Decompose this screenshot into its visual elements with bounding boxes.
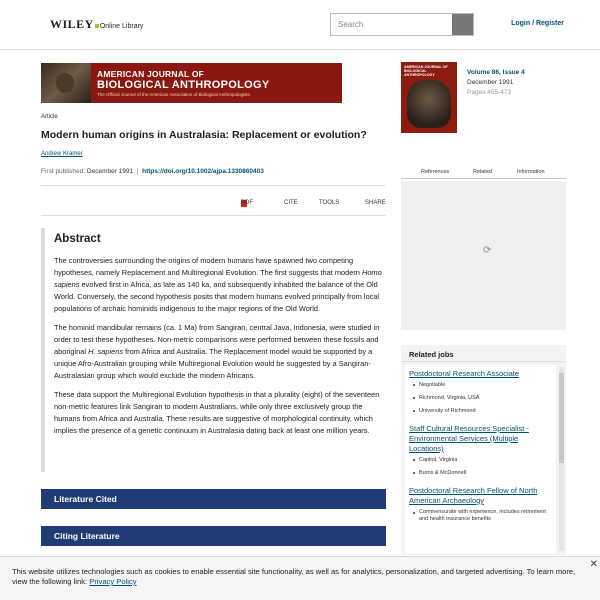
banner-line3: The Official Journal of the American Association of Biological Anthropologists bbox=[97, 91, 250, 97]
job-detail: Commensurate with experience, includes retirement and health insurance benefits bbox=[409, 506, 552, 525]
abstract-section bbox=[41, 228, 386, 472]
published-date: December 1991 bbox=[86, 168, 134, 175]
journal-cover[interactable] bbox=[401, 62, 457, 133]
author-link[interactable]: Andrew Kramer bbox=[41, 151, 83, 157]
issue-date: December 1991 bbox=[467, 79, 514, 86]
separator: | bbox=[136, 168, 139, 175]
loading-spinner-icon: ⟳ bbox=[483, 245, 492, 256]
brand-subtitle: Online Library bbox=[99, 23, 144, 30]
banner-image bbox=[41, 63, 91, 103]
publication-line bbox=[41, 168, 264, 175]
list-item bbox=[409, 369, 552, 418]
job-detail: Burns & McDonnell bbox=[409, 467, 552, 480]
article-title: Modern human origins in Australasia: Replacement or evolution? bbox=[41, 129, 367, 141]
jobs-scrollbar[interactable] bbox=[559, 367, 564, 551]
divider bbox=[41, 185, 386, 186]
banner-line1: AMERICAN JOURNAL OF bbox=[97, 68, 205, 79]
related-jobs-title: Related jobs bbox=[401, 345, 566, 362]
abstract-title: Abstract bbox=[54, 233, 101, 245]
wiley-logo[interactable] bbox=[50, 17, 143, 32]
literature-cited-section[interactable]: Literature Cited bbox=[41, 489, 386, 509]
abstract-paragraph-1: The controversies surrounding the origins of modern humans have spawned two competing hypotheses, namely Replacement and Multiregional Evolution. The first suggests that modern Homo sapiens evolved first in Africa, as late as 140 ka, and subsequently inhabited the balance of the Old World. Conversely, the second hypothesis posits that modern humans evolved principally from local populations of archaic hominids indigenous to the major regions of the Old World. bbox=[54, 256, 382, 314]
brand-name: WILEY bbox=[50, 17, 94, 31]
article-toolbar bbox=[41, 200, 386, 210]
job-detail: Richmond, Virginia, USA bbox=[409, 392, 552, 405]
cookie-banner bbox=[0, 556, 600, 600]
citing-literature-section[interactable]: Citing Literature bbox=[41, 526, 386, 546]
cover-title: AMERICAN JOURNAL OF BIOLOGICAL ANTHROPOLOGY bbox=[404, 65, 448, 77]
divider bbox=[41, 215, 386, 216]
search-input[interactable] bbox=[331, 14, 452, 35]
job-detail: Negotiable bbox=[409, 379, 552, 392]
site-header bbox=[0, 0, 600, 50]
issue-pages: Pages 455-473 bbox=[467, 89, 512, 96]
abstract-paragraph-2: The hominid mandibular remains (ca. 1 Ma) from Sangiran, central Java, Indonesia, were studied in order to test these hypotheses. Non-metric comparisons were performed between these fossils and aboriginal H. sapiens from Africa and Australia. The Replacement model would be supported by a unique Afro-Australian grouping while Multiregional Evolution would be suggested by a Sangiran-Australasian group which would exclude the modern Africans. bbox=[54, 322, 380, 381]
banner-line2: BIOLOGICAL ANTHROPOLOGY bbox=[97, 78, 270, 91]
job-title-link[interactable]: Postdoctoral Research Fellow of North American Archaeology bbox=[409, 486, 538, 505]
issue-info bbox=[467, 68, 525, 98]
issue-volume-link[interactable]: Volume 86, Issue 4 bbox=[467, 69, 525, 76]
search-button[interactable] bbox=[452, 14, 473, 35]
doi-link[interactable]: https://doi.org/10.1002/ajpa.1330860403 bbox=[142, 168, 264, 175]
brand-dot bbox=[95, 24, 99, 28]
login-register-link[interactable]: Login / Register bbox=[511, 20, 564, 27]
close-icon[interactable]: ✕ bbox=[589, 559, 598, 570]
related-jobs-panel bbox=[401, 345, 566, 555]
list-item bbox=[409, 486, 552, 525]
cover-image bbox=[407, 80, 451, 128]
tools-button[interactable]: TOOLS bbox=[319, 200, 340, 206]
pdf-label: PDF bbox=[241, 200, 253, 206]
job-title-link[interactable]: Postdoctoral Research Associate bbox=[409, 369, 520, 378]
scrollbar-thumb[interactable] bbox=[559, 373, 564, 463]
tab-related[interactable]: Related bbox=[473, 169, 492, 175]
job-detail: Capitol, Virginia bbox=[409, 454, 552, 467]
journal-banner[interactable] bbox=[41, 63, 342, 103]
job-title-link[interactable]: Staff Cultural Resources Specialist - Environmental Services (Multiple Locations) bbox=[409, 424, 529, 453]
tab-references[interactable]: References bbox=[421, 169, 450, 175]
right-tabs bbox=[401, 167, 566, 179]
article-type: Article bbox=[41, 114, 58, 120]
list-item bbox=[409, 424, 552, 480]
tab-information[interactable]: Information bbox=[517, 169, 545, 175]
privacy-policy-link[interactable]: Privacy Policy bbox=[89, 577, 137, 586]
tab-panel bbox=[401, 181, 566, 330]
published-label: First published: bbox=[41, 168, 86, 175]
jobs-list bbox=[405, 365, 556, 553]
cookie-text: This website utilizes technologies such as cookies to enable essential site functionality, as well as for analytics, personalization, and targeted advertising. To learn more, view the following link: Privacy Policy bbox=[12, 567, 576, 586]
job-detail: University of Richmond bbox=[409, 405, 552, 418]
cite-button[interactable]: CITE bbox=[284, 200, 298, 206]
abstract-paragraph-3: These data support the Multiregional Evolution hypothesis in that a plurality (eight) of the seventeen non-metric features link Sangiran to modern Australians, while only three exclusively group the humans from Africa and Australia. These results are suggestive of morphological continuity, which implies the presence of a genetic continuum in Australasia dating back at least one million years. bbox=[54, 389, 380, 436]
share-button[interactable]: SHARE bbox=[365, 200, 386, 206]
search-box bbox=[330, 13, 474, 36]
